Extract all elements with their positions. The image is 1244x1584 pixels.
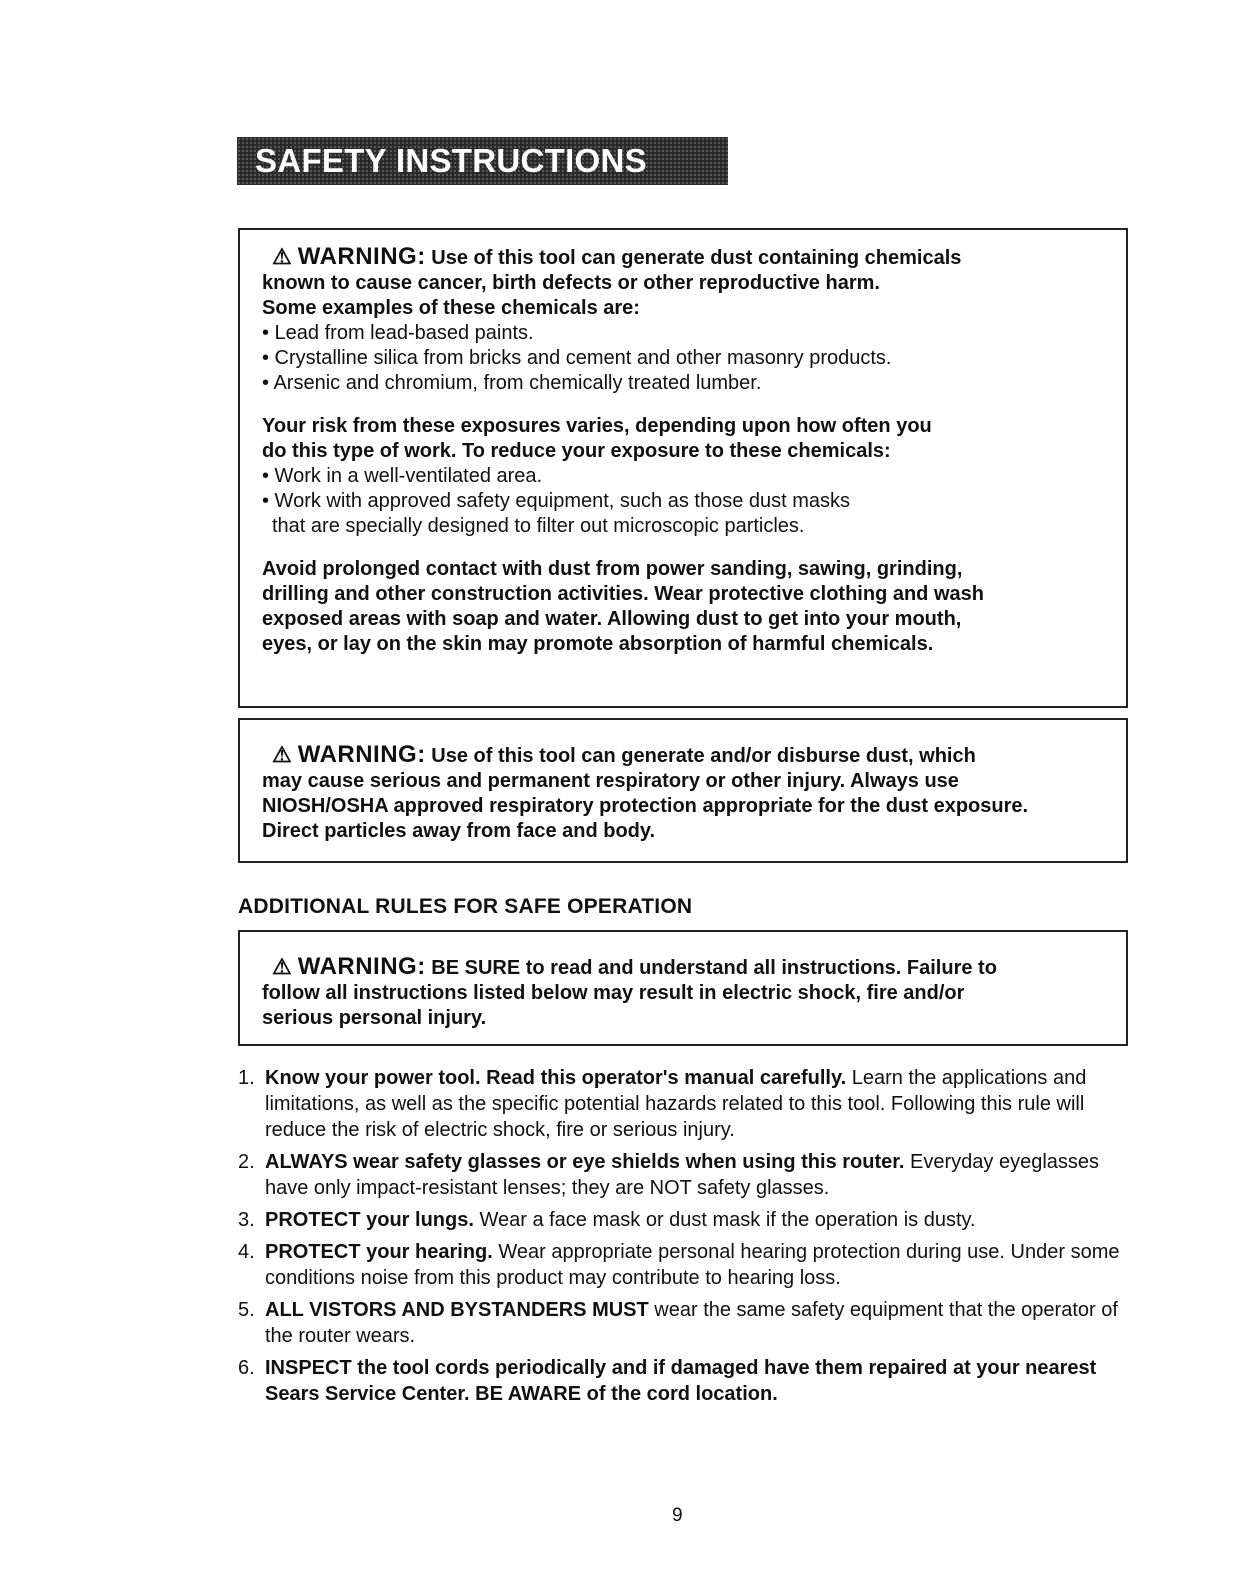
- warning-text: serious personal injury.: [262, 1007, 487, 1029]
- avoid-text: exposed areas with soap and water. Allowing dust to get into your mouth,: [262, 608, 962, 630]
- warning-triangle-icon: ⚠: [272, 954, 292, 979]
- item-bold-text: PROTECT your lungs.: [265, 1209, 474, 1231]
- warning-label: WARNING:: [297, 243, 426, 270]
- item-number: 3.: [238, 1209, 255, 1231]
- warning-label: WARNING:: [297, 741, 426, 768]
- warning-text: may cause serious and permanent respiratory or other injury. Always use: [262, 770, 959, 792]
- bullet-item: • Work in a well-ventilated area.: [262, 465, 543, 487]
- warning-text: Use of this tool can generate dust containing chemicals: [431, 247, 962, 269]
- warning-box-respiratory: [238, 718, 1128, 863]
- warning-text: follow all instructions listed below may result in electric shock, fire and/or: [262, 982, 965, 1004]
- item-number: 5.: [238, 1299, 255, 1321]
- bullet-item: • Crystalline silica from bricks and cement and other masonry products.: [262, 347, 892, 369]
- risk-text: do this type of work. To reduce your exposure to these chemicals:: [262, 440, 891, 462]
- warning-box-chemicals: [238, 228, 1128, 708]
- item-text: Wear appropriate personal hearing protection during use. Under some conditions noise from this product may contribute to hearing loss.: [265, 1241, 1120, 1289]
- item-text: Learn the applications and limitations, as well as the specific potential hazards related to this tool. Following this rule will reduce the risk of electric shock, fire or serious injury.: [265, 1067, 1087, 1141]
- section-banner: SAFETY INSTRUCTIONS cont.: [237, 137, 728, 185]
- item-text: wear the same safety equipment that the operator of the router wears.: [265, 1299, 1118, 1347]
- warning-triangle-icon: ⚠: [272, 244, 292, 269]
- list-item: [238, 1207, 1138, 1233]
- warning-triangle-icon: ⚠: [272, 742, 292, 767]
- warning-box-instructions: [238, 930, 1128, 1046]
- avoid-text: Avoid prolonged contact with dust from power sanding, sawing, grinding,: [262, 558, 963, 580]
- bullet-item: • Arsenic and chromium, from chemically treated lumber.: [262, 372, 762, 394]
- item-number: 1.: [238, 1067, 255, 1089]
- item-number: 2.: [238, 1151, 255, 1173]
- item-text: Wear a face mask or dust mask if the operation is dusty.: [473, 1209, 976, 1231]
- list-item: [238, 1149, 1138, 1201]
- bullet-item: that are specially designed to filter out microscopic particles.: [272, 515, 805, 537]
- avoid-text: eyes, or lay on the skin may promote absorption of harmful chemicals.: [262, 633, 934, 655]
- item-bold-text: ALL VISTORS AND BYSTANDERS MUST: [265, 1299, 649, 1321]
- avoid-text: drilling and other construction activities. Wear protective clothing and wash: [262, 583, 984, 605]
- warning-text: NIOSH/OSHA approved respiratory protection appropriate for the dust exposure.: [262, 795, 1029, 817]
- list-item: [238, 1239, 1138, 1291]
- safety-rules-list: [238, 1065, 1138, 1413]
- list-item: [238, 1297, 1138, 1349]
- item-number: 6.: [238, 1357, 255, 1379]
- item-number: 4.: [238, 1241, 255, 1263]
- list-item: [238, 1065, 1138, 1143]
- list-item: [238, 1355, 1138, 1407]
- warning-text: Direct particles away from face and body.: [262, 820, 656, 842]
- examples-heading: Some examples of these chemicals are:: [262, 297, 640, 319]
- warning-text: BE SURE to read and understand all instructions. Failure to: [431, 957, 997, 979]
- warning-text: known to cause cancer, birth defects or other reproductive harm.: [262, 272, 880, 294]
- warning-label: WARNING:: [297, 953, 426, 980]
- item-bold-text: PROTECT your hearing.: [265, 1241, 493, 1263]
- additional-rules-heading: ADDITIONAL RULES FOR SAFE OPERATION: [238, 895, 693, 918]
- warning-text: Use of this tool can generate and/or disburse dust, which: [431, 745, 976, 767]
- bullet-item: • Lead from lead-based paints.: [262, 322, 534, 344]
- item-text: Everyday eyeglasses have only impact-resistant lenses; they are NOT safety glasses.: [265, 1151, 1100, 1199]
- item-bold-text: ALWAYS wear safety glasses or eye shields when using this router.: [265, 1151, 905, 1173]
- risk-text: Your risk from these exposures varies, depending upon how often you: [262, 415, 932, 437]
- page-number: 9: [672, 1505, 683, 1526]
- item-bold-text: INSPECT the tool cords periodically and if damaged have them repaired at your nearest Sears Service Center. BE AWARE of the cord location.: [265, 1357, 1097, 1405]
- item-bold-text: Know your power tool. Read this operator's manual carefully.: [265, 1067, 847, 1089]
- bullet-item: • Work with approved safety equipment, such as those dust masks: [262, 490, 851, 512]
